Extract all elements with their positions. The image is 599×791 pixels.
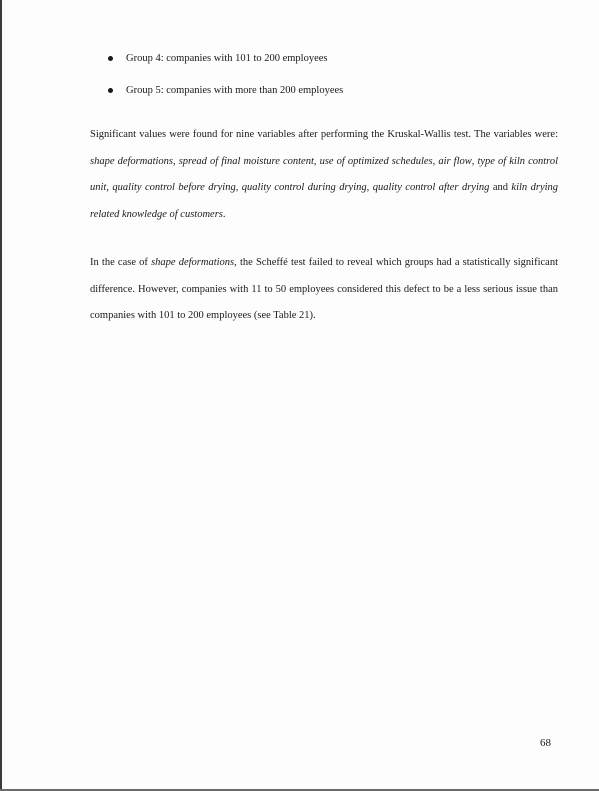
text-run: , [106, 182, 113, 193]
variable-air-flow: air flow [438, 155, 472, 167]
text-run: , [432, 155, 439, 167]
variable-kiln-control-unit: type of kiln control unit [90, 155, 559, 193]
scan-edge-left [0, 0, 2, 791]
text-run: , the Scheffé test failed to reveal which groups had a statistically significant difference. However, companies with 11 to 50 employees considered this defect to be a less serious issue than companies with 101 to 200 employees (see Table 21). [90, 257, 558, 321]
page-number: 68 [540, 737, 551, 749]
variable-spread-final-moisture: spread of final moisture content [178, 155, 314, 167]
text-run: and [489, 182, 512, 193]
bullet-item-group-4: Group 4: companies with 101 to 200 employees [108, 50, 343, 67]
group-bullet-list [108, 50, 343, 114]
text-run: , [366, 182, 373, 193]
variable-qc-before-drying: quality control before drying [112, 182, 236, 193]
paragraph-kruskal-wallis-results [90, 122, 558, 228]
variable-qc-during-drying: quality control during drying [241, 182, 367, 193]
text-run: Significant values were found for nine variables after performing the Kruskal-Wallis test. The variables were: [90, 129, 558, 140]
bullet-item-group-5: Group 5: companies with more than 200 employees [108, 82, 343, 99]
variable-qc-after-drying: quality control after drying [372, 182, 490, 193]
text-run: . [222, 208, 226, 220]
text-run: , [173, 155, 179, 167]
text-run: In the case of [90, 257, 152, 268]
variable-optimized-schedules: use of optimized schedules [319, 155, 433, 167]
variable-shape-deformations: shape deformations [90, 155, 173, 167]
text-run: , [313, 155, 320, 167]
variable-kiln-drying-knowledge: kiln drying related knowledge of customers [90, 182, 559, 220]
paragraph-scheffe-results [90, 250, 558, 330]
text-run: , [471, 155, 478, 167]
variable-shape-deformations: shape deformations [151, 257, 235, 268]
text-run: , [235, 182, 242, 193]
